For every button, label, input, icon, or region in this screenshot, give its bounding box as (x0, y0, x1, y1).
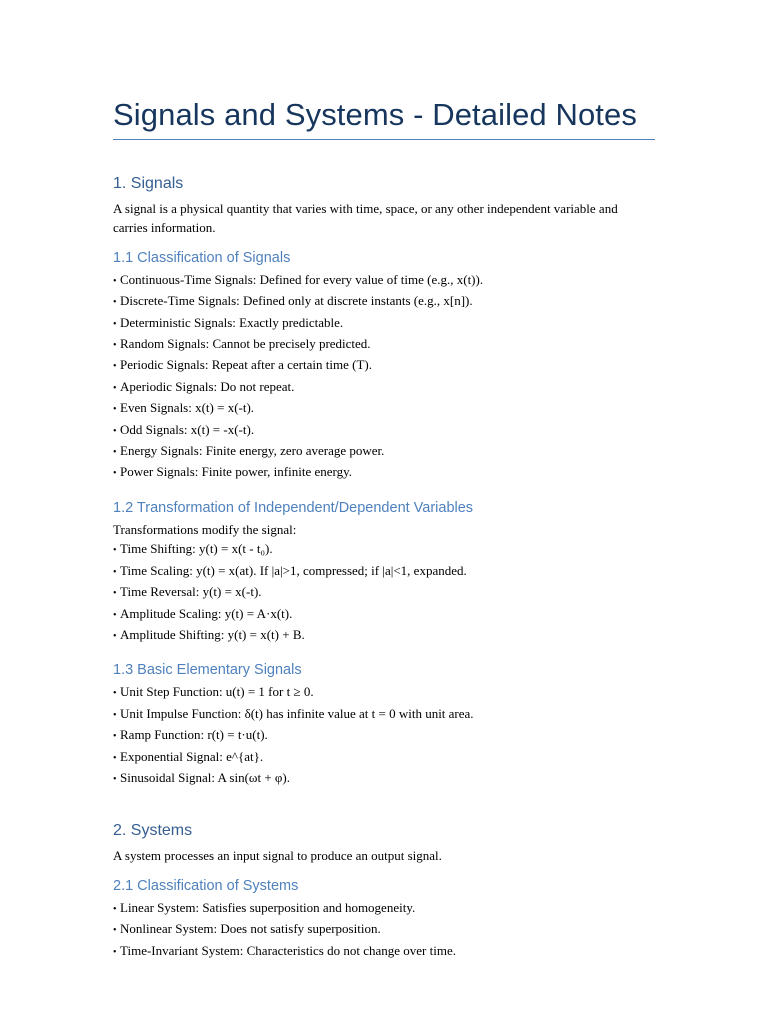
list-item: • Periodic Signals: Repeat after a certain time (T). (113, 355, 655, 376)
list-item: • Power Signals: Finite power, infinite energy. (113, 462, 655, 483)
bullet-list (113, 270, 655, 484)
section-signals (113, 174, 655, 789)
list-item: • Time Reversal: y(t) = x(-t). (113, 582, 655, 603)
section-heading: 1. Signals (113, 175, 184, 192)
list-item: • Discrete-Time Signals: Defined only at discrete instants (e.g., x[n]). (113, 291, 655, 312)
list-item: • Even Signals: x(t) = x(-t). (113, 398, 655, 419)
list-item: • Deterministic Signals: Exactly predictable. (113, 313, 655, 334)
list-item: • Exponential Signal: e^{at}. (113, 747, 655, 768)
subsection-heading: 1.3 Basic Elementary Signals (113, 662, 302, 679)
list-item: • Amplitude Shifting: y(t) = x(t) + B. (113, 625, 655, 646)
subsection-heading: 1.1 Classification of Signals (113, 249, 291, 266)
list-item: • Time Scaling: y(t) = x(at). If |a|>1, compressed; if |a|<1, expanded. (113, 561, 655, 582)
bullet-list (113, 682, 655, 789)
bullet-list (113, 539, 655, 646)
page-title: Signals and Systems - Detailed Notes (113, 96, 655, 140)
list-item: • Odd Signals: x(t) = -x(-t). (113, 420, 655, 441)
list-item: • Unit Step Function: u(t) = 1 for t ≥ 0. (113, 682, 655, 703)
list-item: • Random Signals: Cannot be precisely predicted. (113, 334, 655, 355)
list-item: • Ramp Function: r(t) = t·u(t). (113, 725, 655, 746)
subsection-heading: 2.1 Classification of Systems (113, 877, 299, 894)
section-intro: A system processes an input signal to produce an output signal. (113, 848, 442, 864)
list-item: • Aperiodic Signals: Do not repeat. (113, 377, 655, 398)
list-item: • Continuous-Time Signals: Defined for every value of time (e.g., x(t)). (113, 270, 655, 291)
list-item: • Nonlinear System: Does not satisfy superposition. (113, 919, 655, 940)
subsection-heading: 1.2 Transformation of Independent/Dependent Variables (113, 499, 474, 516)
list-item: • Time-Invariant System: Characteristics do not change over time. (113, 941, 655, 962)
section-intro: A signal is a physical quantity that varies with time, space, or any other independent variable and carries information. (113, 201, 618, 236)
list-item: • Energy Signals: Finite energy, zero average power. (113, 441, 655, 462)
list-item: • Linear System: Satisfies superposition and homogeneity. (113, 898, 655, 919)
list-item: • Amplitude Scaling: y(t) = A·x(t). (113, 604, 655, 625)
list-item: • Sinusoidal Signal: A sin(ωt + φ). (113, 768, 655, 789)
subsection-lead: Transformations modify the signal: (113, 521, 297, 537)
section-heading: 2. Systems (113, 822, 193, 840)
bullet-list (113, 898, 655, 962)
list-item: • Unit Impulse Function: δ(t) has infinite value at t = 0 with unit area. (113, 704, 655, 725)
list-item: • Time Shifting: y(t) = x(t - t₀). (113, 539, 655, 560)
document-page (113, 96, 655, 962)
section-systems (113, 821, 655, 962)
